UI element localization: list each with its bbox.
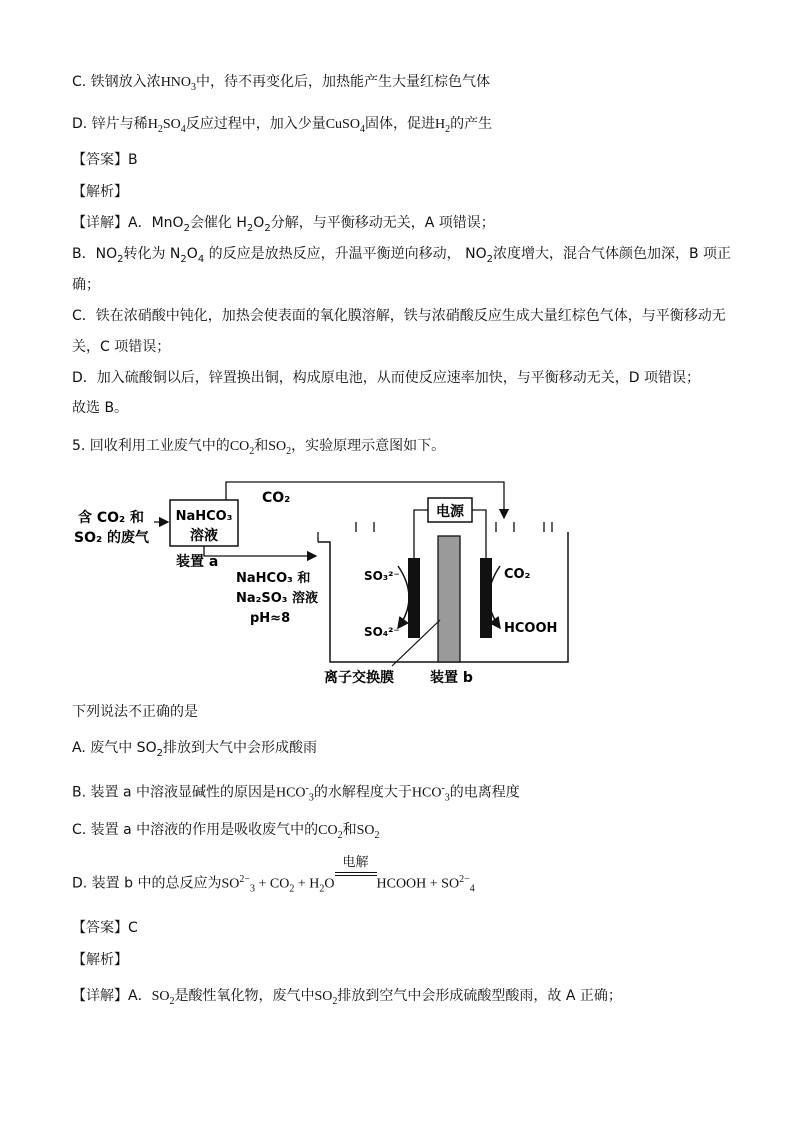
q4-detail-line-2: B．$NO_2$转化为 $N_2O_4$ 的反应是放热反应，升温平衡逆向移动， $NO_2$浓度增大，混合气体颜色加深，B 项正	[72, 246, 732, 265]
co2-top-label: CO₂	[262, 490, 291, 506]
flow-label-1: NaHCO₃ 和	[236, 571, 311, 586]
q4-detail-line-7: 故选 B。	[72, 400, 129, 416]
q5-answer: 【答案】C	[72, 920, 138, 936]
membrane-label: 离子交换膜	[324, 670, 394, 686]
so4-label: SO₄²⁻	[364, 625, 400, 639]
wire-right	[472, 510, 486, 558]
ion-exchange-membrane	[438, 536, 460, 662]
hcooh-label: HCOOH	[504, 621, 558, 636]
power-source-label: 电源	[436, 504, 464, 520]
solution-flow-arrow	[204, 546, 316, 556]
flow-label-3: pH≈8	[250, 611, 291, 626]
q4-detail-line-4: C．铁在浓硝酸中钝化，加热会使表面的氧化膜溶解，铁与浓硝酸反应生成大量红棕色气体，与平衡移动无	[72, 308, 726, 324]
device-a-label-2: 溶液	[190, 528, 218, 544]
input-gas-label-2: SO₂ 的废气	[74, 530, 149, 546]
q4-answer: 【答案】B	[72, 152, 138, 168]
input-gas-label-1: 含 CO₂ 和	[78, 510, 145, 526]
q4-analysis-heading: 【解析】	[72, 184, 128, 200]
electrolysis-condition: 电解	[335, 856, 377, 876]
q5-option-c: C. 装置 a 中溶液的作用是吸收废气中的$CO_2$和$SO_2$	[72, 822, 380, 841]
device-a-name: 装置 a	[176, 554, 219, 570]
q5-detail-line-1: 【详解】A．$SO_2$是酸性氧化物，废气中$SO_2$排放到空气中会形成硫酸型酸雨，故 A 正确；	[72, 988, 622, 1007]
q4-option-c: C. 铁钢放入浓$HNO_3$中，待不再变化后，加热能产生大量红棕色气体	[72, 74, 491, 93]
q5-stem: 5. 回收利用工业废气中的$CO_2$和$SO_2$，实验原理示意图如下。	[72, 438, 446, 457]
q4-option-d: D. 锌片与稀$H_2SO_4$反应过程中，加入少量CuSO$_4$固体，促进$H_2$的产生	[72, 116, 493, 135]
anode	[408, 558, 420, 638]
q4-detail-line-5: 关，C 项错误；	[72, 339, 171, 355]
q5-analysis-heading: 【解析】	[72, 952, 128, 968]
wire-left	[414, 510, 428, 558]
q4-detail-line-3: 确；	[72, 277, 100, 293]
q5-question: 下列说法不正确的是	[72, 704, 198, 720]
q5-option-b: B. 装置 a 中溶液显碱性的原因是$HCO^-_3$的水解程度大于$HCO^-_3$的电离程度	[72, 783, 520, 804]
co2-right-label: CO₂	[504, 567, 531, 582]
cathode	[480, 558, 492, 638]
q4-detail-line-6: D．加入硫酸铜以后，锌置换出铜，构成原电池，从而使反应速率加快，与平衡移动无关，D 项错误；	[72, 370, 701, 386]
q5-option-d: D. 装置 b 中的总反应为$SO^{2-}_3 + CO_2 + H_2O$ 电解 HCOOH + $SO^{2-}_4$	[72, 855, 475, 895]
experiment-diagram	[68, 470, 588, 690]
device-b-name: 装置 b	[430, 670, 473, 686]
q5-option-a: A. 废气中 $SO_2$排放到大气中会形成酸雨	[72, 740, 317, 759]
device-a-label-1: NaHCO₃	[175, 509, 233, 524]
flow-label-2: Na₂SO₃ 溶液	[236, 591, 318, 606]
so3-label: SO₃²⁻	[364, 569, 400, 583]
q4-detail-line-1: 【详解】A．MnO$_2$会催化 $H_2O_2$分解，与平衡移动无关，A 项错误；	[72, 215, 495, 234]
